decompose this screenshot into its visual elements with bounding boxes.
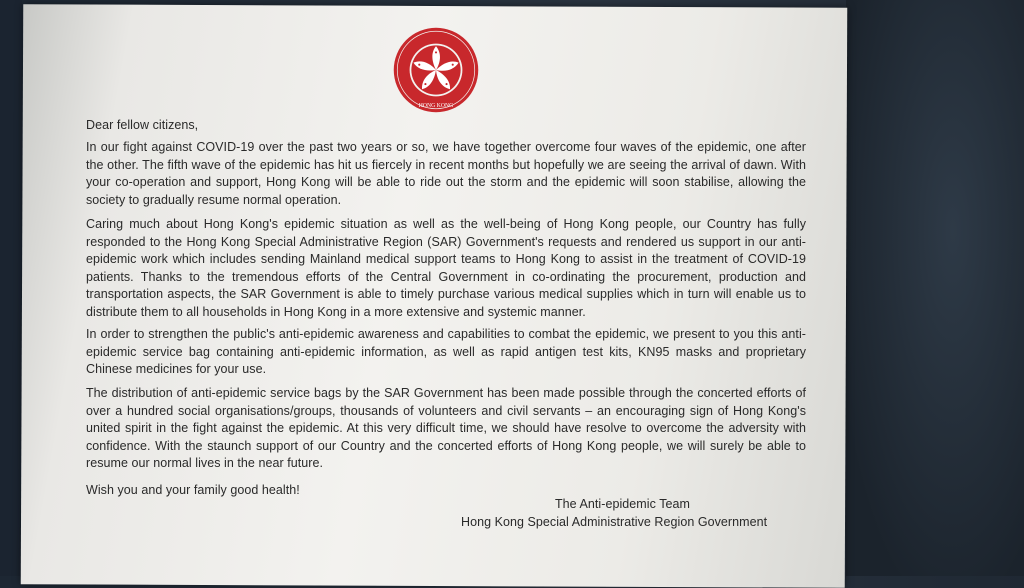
background-left: [0, 0, 22, 576]
letter-greeting: Dear fellow citizens,: [86, 118, 199, 132]
signature-government: Hong Kong Special Administrative Region Government: [461, 515, 768, 529]
background-right: [846, 0, 1024, 576]
signature-team: The Anti-epidemic Team: [555, 497, 690, 511]
letter-paragraph: Caring much about Hong Kong's epidemic situation as well as the well-being of Hong Kong people, our Country has fully responded to the Hong Kong Special Administrative Region (SAR) Government's requests and rendered us support in our anti-epidemic work which includes sending Mainland medical support teams to Hong Kong to assist in the treatment of COVID-19 patients. Thanks to the tremendous efforts of the Central Government in co-ordinating the procurement, production and transportation aspects, the SAR Government is able to timely purchase various medical supplies which in turn will enable us to distribute them to all households in Hong Kong in a more extensive and systemic manner.: [86, 217, 806, 319]
letter-paragraph: In our fight against COVID-19 over the past two years or so, we have together overcome four waves of the epidemic, one after the other. The fifth wave of the epidemic has hit us fiercely in recent months but hopefully we are seeing the arrival of dawn. With your co-operation and support, Hong Kong will be able to ride out the storm and the epidemic will soon stabilise, allowing the society to gradually resume normal operation.: [86, 140, 806, 207]
emblem-caption: HONG KONG: [418, 102, 454, 109]
letter-paragraph: The distribution of anti-epidemic service bags by the SAR Government has been made possible through the concerted efforts of over a hundred social organisations/groups, thousands of volunteers and civil servants – an encouraging sign of Hong Kong's united spirit in the fight against the epidemic. At this very difficult time, we should have resolve to overcome the adversity with confidence. With the staunch support of our Country and the concerted efforts of Hong Kong people, we will surely be able to resume our normal lives in the near future.: [86, 386, 806, 471]
letter-closing: Wish you and your family good health!: [86, 483, 300, 497]
hksar-emblem-icon: [392, 26, 480, 114]
letter-paragraph: In order to strengthen the public's anti-epidemic awareness and capabilities to combat the epidemic, we present to you this anti-epidemic service bag containing anti-epidemic information, as well as rapid antigen test kits, KN95 masks and proprietary Chinese medicines for your use.: [86, 327, 806, 377]
